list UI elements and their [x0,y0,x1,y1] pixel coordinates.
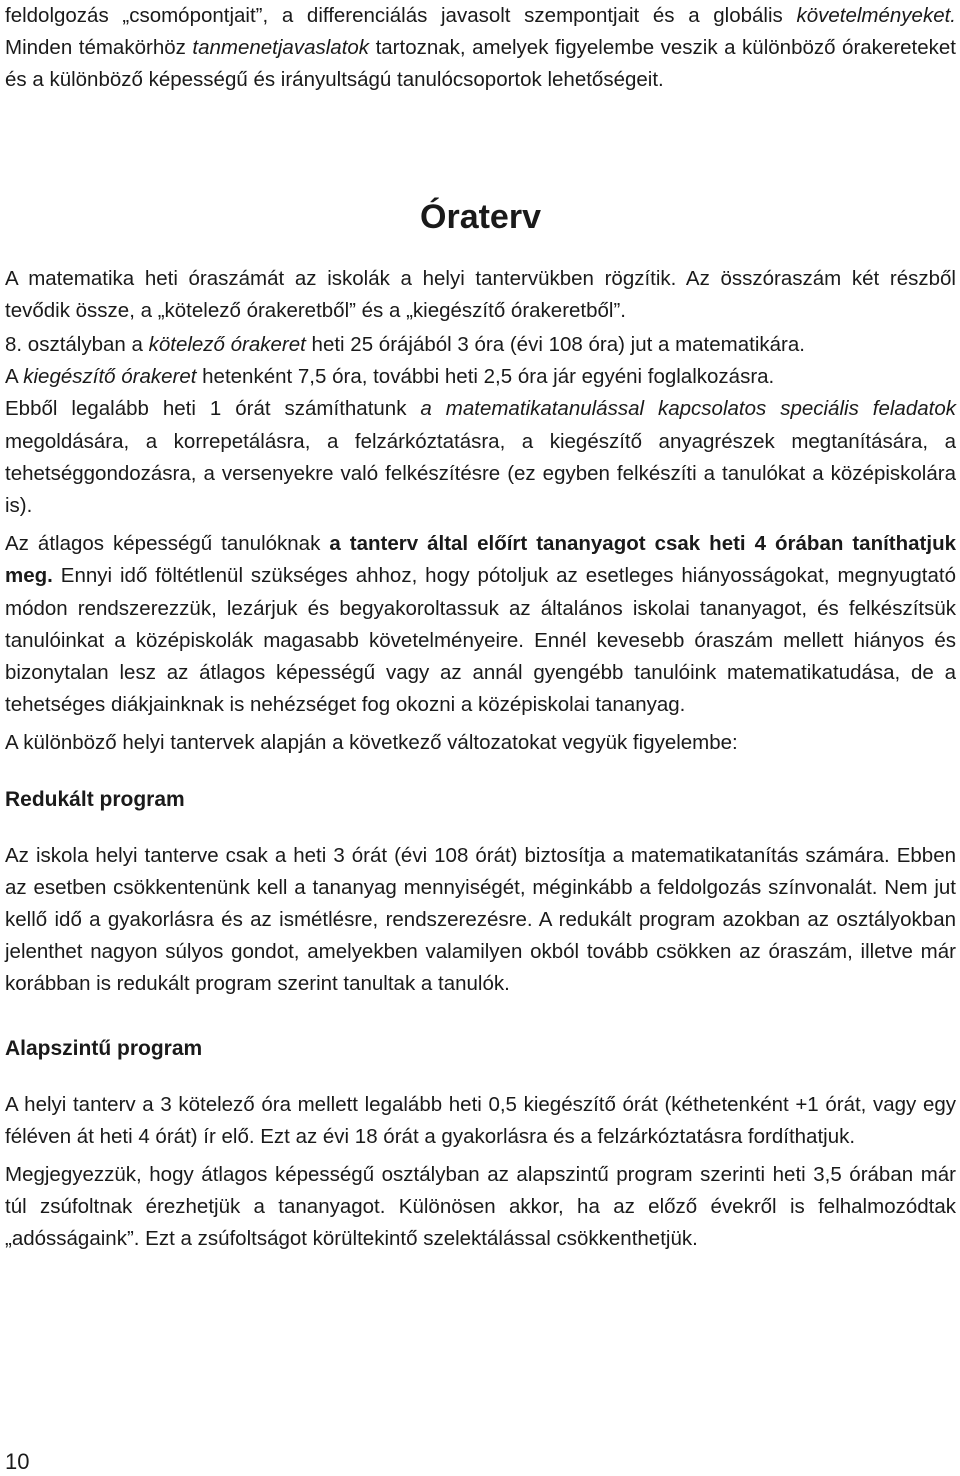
oraterv-paragraph-2: 8. osztályban a kötelező órakeret heti 25 órájából 3 óra (évi 108 óra) jut a matematikára. [5,333,805,357]
basic-program-paragraph-2: Megjegyezzük, hogy átlagos képességű osztályban az alapszintű program szerinti heti 3,5 órában már túl zsúfoltnak érezhetjük a tananyagot. Különösen akkor, ha az előző évekről is felhalmozódtak „adósságaink”. Ezt a zsúfoltságot körültekintő szelektálással csökkenthetjük. [5,1163,956,1251]
page-number: 10 [5,1449,30,1474]
document-page [5,0,956,1256]
intro-paragraph: feldolgozás „csomópontjait”, a differenciálás javasolt szempontjait és a globális követelményeket. Minden témakörhöz tanmenetjavaslatok tartoznak, amelyek figyelembe veszik a különböző órakereteket és a különböző képességű és irányultságú tanulócsoportok lehetőségeit. [5,4,956,92]
oraterv-paragraph-4: Ebből legalább heti 1 órát számíthatunk a matematikatanulással kapcsolatos speciális feladatok megoldására, a korrepetálásra, a felzárkóztatásra, a kiegészítő anyagrészek megtanítására, a tehetséggondozásra, a versenyekre való felkészítésre (ez egyben felkészíti a tanulókat a középiskolára is). [5,397,956,518]
oraterv-paragraph-6: A különböző helyi tantervek alapján a következő változatokat vegyük figyelembe: [5,731,738,755]
basic-program-paragraph-1: A helyi tanterv a 3 kötelező óra mellett legalább heti 0,5 kiegészítő órát (kéthetenként +1 órát, vagy egy féléven át heti 4 órát) ír elő. Ezt az évi 18 órát a gyakorlásra és a felzárkóztatásra fordíthatjuk. [5,1092,956,1148]
oraterv-paragraph-5: Az átlagos képességű tanulóknak a tanterv által előírt tananyagot csak heti 4 órában taníthatjuk meg. Ennyi idő föltétlenül szükséges ahhoz, hogy pótoljuk az esetleges hiányosságokat, megnyugtató módon rendszerezzük, lezárjuk és begyakoroltassuk az általános iskolai tananyagot, és felkészítsük tanulóinkat a középiskolák magasabb követelményeire. Ennél kevesebb óraszám mellett hiányos és bizonytalan lesz az átlagos képességű vagy az annál gyengébb tanulóink matematikatudása, de a tehetséges diákjainknak is nehézséget fog okozni a középiskolai tananyag. [5,532,957,717]
section-title: Óraterv [420,197,541,236]
reduced-program-heading: Redukált program [5,787,185,811]
reduced-program-paragraph: Az iskola helyi tanterve csak a heti 3 órát (évi 108 órát) biztosítja a matematikatanítás számára. Ebben az esetben csökkentenünk kell a tananyag mennyiségét, méginkább a feldolgozás színvonalát. Nem jut kellő idő a gyakorlásra és az ismétlésre, rendszerezésre. A redukált program azokban az osztályokban jelenthet nagyon súlyos gondot, amelyekben valamilyen okból tovább csökken az óraszám, illetve már korábban is redukált program szerint tanultak a tanulók. [5,843,956,996]
oraterv-paragraph-3: A kiegészítő órakeret hetenként 7,5 óra, további heti 2,5 óra jár egyéni foglalkozásra. [5,365,775,389]
basic-program-heading: Alapszintű program [5,1036,203,1060]
oraterv-paragraph-1: A matematika heti óraszámát az iskolák a helyi tantervükben rögzítik. Az összóraszám két részből tevődik össze, a „kötelező órakeretből” és a „kiegészítő órakeretből”. [5,266,956,322]
